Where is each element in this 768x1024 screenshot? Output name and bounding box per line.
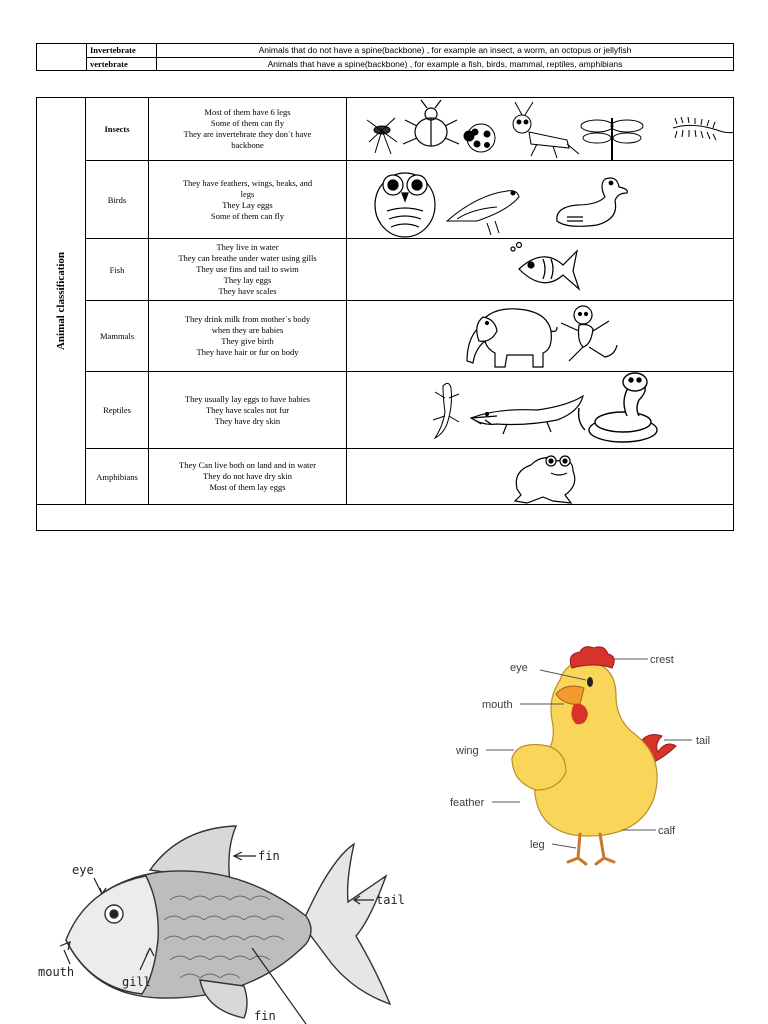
fish-label-gill: gill [122, 975, 151, 989]
group-row-reptiles [37, 372, 734, 449]
dragonfly-drawing [581, 118, 643, 160]
birds-pictures [347, 161, 734, 239]
chicken-label-eye: eye [510, 662, 528, 674]
description-line: Some of them can fly [210, 210, 285, 221]
description-line: when they are babies [211, 325, 284, 335]
description-line: They do not have dry skin [203, 471, 292, 481]
fish-small-drawing [511, 243, 579, 290]
term-invertebrate: Invertebrate [87, 44, 157, 58]
description-line: They live in water [216, 242, 279, 252]
empty-cell [37, 505, 734, 531]
elephant-drawing [467, 309, 557, 367]
chicken-drawing [512, 647, 676, 864]
description-line: Most of them have 6 legs [204, 107, 291, 117]
reptiles-drawings [347, 372, 734, 449]
group-row-insects [37, 98, 734, 161]
amphibians-drawings [347, 449, 734, 505]
definition-row [37, 57, 734, 71]
group-row-birds [37, 161, 734, 239]
group-name-reptiles: Reptiles [86, 372, 149, 449]
description-line: They lay eggs [223, 275, 272, 285]
group-name-insects: Insects [86, 98, 149, 161]
definition-row [37, 44, 734, 58]
description-line: Some of them can fly [210, 118, 285, 128]
fish-diagram [30, 820, 410, 1024]
chicken-wing [512, 745, 566, 791]
fish-tail-fin [302, 844, 390, 1004]
crocodile-drawing [471, 396, 583, 434]
description-line: They have feathers, wings, beaks, and [182, 177, 313, 188]
beetle-drawing [403, 100, 459, 146]
group-description-fish [149, 239, 347, 301]
group-row-fish [37, 239, 734, 301]
fish-belly-fin [200, 980, 247, 1018]
chicken-diagram [440, 640, 730, 872]
monkey-drawing [561, 306, 617, 361]
ladybug-drawing [464, 124, 495, 152]
fish-label-mouth: mouth [38, 965, 75, 979]
group-name-fish: Fish [86, 239, 149, 301]
definition-vertebrate: Animals that have a spine(backbone) , for example a fish, birds, mammal, reptiles, amphibians [157, 57, 734, 71]
lizard-drawing [433, 383, 459, 438]
chicken-eye [587, 677, 593, 687]
description-line: They can breathe under water using gills [178, 253, 317, 263]
chicken-label-tail: tail [696, 735, 711, 747]
description-line: They have scales not fur [205, 404, 290, 415]
fish-label-eye: eye [72, 863, 94, 877]
chicken-legs [568, 834, 614, 864]
definitions-table [36, 43, 734, 71]
birds-drawings [347, 161, 734, 239]
group-row-amphibians [37, 449, 734, 505]
chicken-label-leg: leg [530, 839, 545, 851]
description-line: legs [240, 188, 255, 199]
mosquito-drawing [367, 118, 397, 154]
mammals-drawings [347, 301, 734, 372]
fish-label-fin-top: fin [258, 849, 280, 863]
chicken-label-wing: wing [456, 745, 479, 757]
description-line: They drink milk from mother`s body [184, 314, 311, 324]
group-description-insects [149, 98, 347, 161]
reptiles-pictures [347, 372, 734, 449]
sparrow-drawing [447, 191, 519, 235]
description-line: They have dry skin [214, 415, 281, 426]
chicken-crest [570, 647, 614, 668]
empty-row [37, 505, 734, 531]
classification-table [36, 97, 734, 531]
description-line: They Can live both on land and in water [179, 460, 316, 470]
fish-label-tail: tail [376, 893, 405, 907]
snake-drawing [579, 373, 657, 442]
description-line: They Lay eggs [222, 199, 273, 210]
blank-cell [37, 44, 87, 71]
classification-title: Animal classification [55, 251, 67, 351]
duck-drawing [557, 178, 628, 226]
side-cell [37, 98, 86, 505]
insects-drawings [347, 98, 734, 161]
description-line: backbone [231, 140, 264, 150]
centipede-drawing [673, 117, 734, 140]
fish-drawings [347, 239, 734, 301]
fish-drawing [66, 826, 390, 1018]
group-name-amphibians: Amphibians [86, 449, 149, 505]
group-description-birds [149, 161, 347, 239]
chicken-label-crest: crest [650, 654, 674, 666]
group-description-mammals [149, 301, 347, 372]
group-name-mammals: Mammals [86, 301, 149, 372]
group-description-amphibians [149, 449, 347, 505]
group-description-reptiles [149, 372, 347, 449]
fish-label-fin-bottom: fin [254, 1009, 276, 1023]
group-row-mammals [37, 301, 734, 372]
fish-pictures [347, 239, 734, 301]
frog-drawing [515, 456, 575, 503]
definition-invertebrate: Animals that do not have a spine(backbone) , for example an insect, a worm, an octopus or jellyfish [157, 44, 734, 58]
group-name-birds: Birds [86, 161, 149, 239]
mammals-pictures [347, 301, 734, 372]
grasshopper-drawing [513, 102, 579, 158]
insects-pictures [347, 98, 734, 161]
description-line: They have hair or fur on body [196, 347, 299, 357]
description-line: They give birth [221, 336, 274, 346]
description-line: They use fins and tail to swim [196, 264, 299, 274]
description-line: They are invertebrate they don`t have [183, 129, 312, 139]
description-line: They have scales [218, 286, 277, 296]
amphibians-pictures [347, 449, 734, 505]
description-line: Most of them lay eggs [209, 482, 286, 492]
description-line: They usually lay eggs to have babies [184, 393, 311, 404]
owl-drawing [375, 173, 435, 237]
term-vertebrate: vertebrate [87, 57, 157, 71]
chicken-label-feather: feather [450, 797, 485, 809]
chicken-label-calf: calf [658, 825, 676, 837]
chicken-label-mouth: mouth [482, 699, 513, 711]
